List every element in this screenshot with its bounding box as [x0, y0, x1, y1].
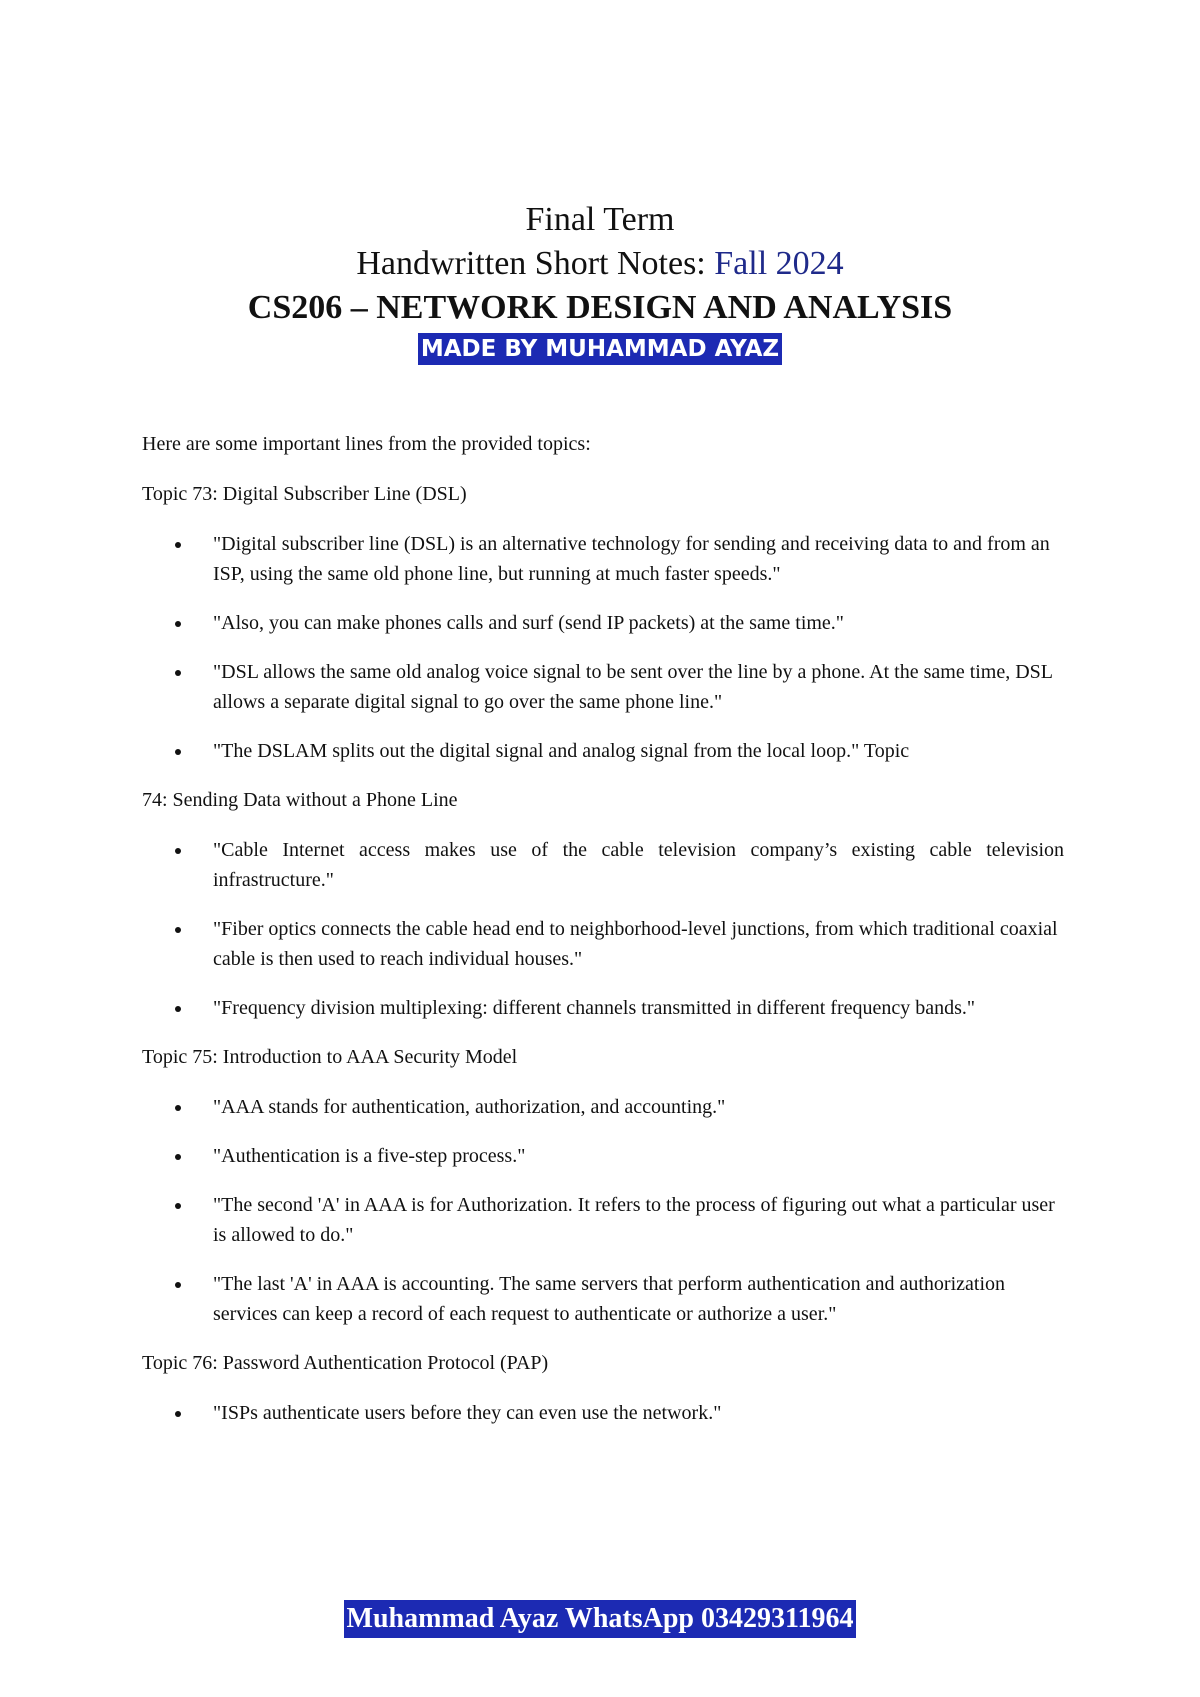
document-header: [0, 198, 1200, 365]
list-item: [142, 529, 1064, 589]
list-item-text: "The second 'A' in AAA is for Authorization. It refers to the process of figuring out what a particular user is allowed to do.": [213, 1194, 1055, 1246]
bullet-icon: [175, 927, 181, 933]
list-item: [142, 1190, 1064, 1250]
list-item-text: "DSL allows the same old analog voice signal to be sent over the line by a phone. At the same time, DSL allows a separate digital signal to go over the same phone line.": [213, 661, 1053, 713]
term-label: Fall 2024: [714, 245, 844, 282]
bullet-icon: [175, 621, 181, 627]
list-item: [142, 1398, 1064, 1428]
bullet-icon: [175, 1105, 181, 1111]
list-item: [142, 1092, 1064, 1122]
list-item-text: "Also, you can make phones calls and surf (send IP packets) at the same time.": [213, 612, 844, 634]
list-item: [142, 736, 1064, 766]
list-item-text: "The last 'A' in AAA is accounting. The same servers that perform authentication and authorization services can keep a record of each request to authenticate or authorize a user.": [213, 1273, 1006, 1325]
topic-76-heading: Topic 76: Password Authentication Protocol (PAP): [142, 1352, 549, 1374]
bullet-icon: [175, 848, 181, 854]
topic-76-list: [142, 1398, 1064, 1428]
list-item-text: "Authentication is a five-step process.": [213, 1145, 526, 1167]
bullet-icon: [175, 1282, 181, 1288]
course-title: CS206 – NETWORK DESIGN AND ANALYSIS: [247, 289, 953, 326]
list-item: [142, 835, 1064, 895]
list-item-text: "Frequency division multiplexing: different channels transmitted in different frequency bands.": [213, 997, 976, 1019]
notes-subtitle: [0, 242, 1200, 286]
bullet-icon: [175, 1154, 181, 1160]
bullet-icon: [175, 1203, 181, 1209]
topic-75-list: [142, 1092, 1064, 1329]
notes-subtitle-prefix: Handwritten Short Notes:: [356, 245, 715, 282]
list-item-text: "Cable Internet access makes use of the cable television company’s existing cable television infrastructure.": [213, 839, 1064, 891]
topic-73-heading: Topic 73: Digital Subscriber Line (DSL): [142, 483, 467, 505]
list-item: [142, 993, 1064, 1023]
list-item: [142, 608, 1064, 638]
list-item-text: "AAA stands for authentication, authorization, and accounting.": [213, 1096, 726, 1118]
list-item: [142, 1141, 1064, 1171]
author-banner: MADE BY MUHAMMAD AYAZ: [418, 333, 782, 365]
contact-banner: Muhammad Ayaz WhatsApp 03429311964: [344, 1600, 857, 1638]
list-item-text: "Digital subscriber line (DSL) is an alternative technology for sending and receiving data to and from an ISP, using the same old phone line, but running at much faster speeds.": [213, 533, 1050, 585]
bullet-icon: [175, 670, 181, 676]
document-body: [142, 429, 1064, 1447]
bullet-icon: [175, 749, 181, 755]
bullet-icon: [175, 1411, 181, 1417]
list-item-text: "ISPs authenticate users before they can even use the network.": [213, 1402, 722, 1424]
intro-text: Here are some important lines from the provided topics:: [142, 433, 591, 455]
exam-title: Final Term: [525, 201, 675, 238]
list-item: [142, 914, 1064, 974]
list-item: [142, 657, 1064, 717]
list-item-text: "The DSLAM splits out the digital signal and analog signal from the local loop." Topic: [213, 740, 910, 762]
page-footer: [0, 1600, 1200, 1638]
topic-74-list: [142, 835, 1064, 1023]
bullet-icon: [175, 542, 181, 548]
list-item: [142, 1269, 1064, 1329]
topic-73-list: [142, 529, 1064, 766]
list-item-text: "Fiber optics connects the cable head end to neighborhood-level junctions, from which traditional coaxial cable is then used to reach individual houses.": [213, 918, 1058, 970]
topic-74-heading: 74: Sending Data without a Phone Line: [142, 789, 458, 811]
bullet-icon: [175, 1006, 181, 1012]
topic-75-heading: Topic 75: Introduction to AAA Security Model: [142, 1046, 518, 1068]
